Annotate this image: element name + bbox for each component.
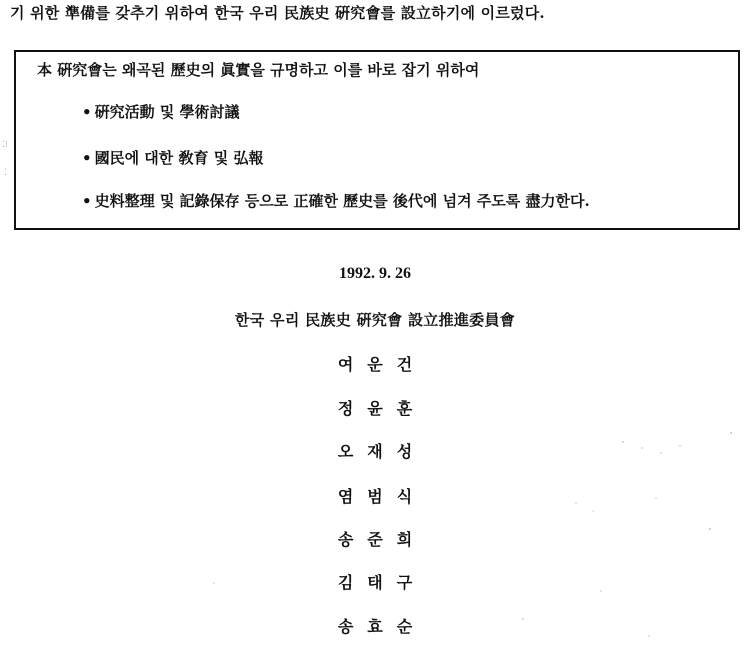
scan-speckle	[600, 590, 602, 592]
bullet-dot-icon: •	[82, 192, 92, 210]
purpose-item-text: 硏究活動 및 學術討議	[94, 103, 240, 121]
scan-artifact: ⁚	[4, 168, 7, 178]
member-name: 송효순	[337, 617, 427, 636]
purpose-item-research	[82, 101, 240, 122]
member-name: 정윤훈	[337, 399, 427, 418]
committee-name: 한국 우리 民族史 硏究會 設立推進委員會	[234, 311, 516, 329]
bullet-dot-icon: •	[82, 149, 92, 167]
member-name: 송준희	[337, 530, 427, 549]
scan-speckle	[709, 528, 711, 530]
scan-speckle	[622, 441, 624, 443]
purpose-item-education	[82, 147, 263, 168]
preceding-text-line: 기 위한 準備를 갖추기 위하여 한국 우리 民族史 硏究會를 設立하기에 이르렀다.	[10, 4, 545, 22]
purpose-intro: 本 硏究會는 왜곡된 歷史의 眞實을 규명하고 이를 바로 잡기 위하여	[37, 61, 480, 79]
purpose-item-text: 國民에 대한 敎育 및 弘報	[94, 149, 264, 167]
scan-speckle	[641, 447, 643, 449]
scan-artifact: ⁚⁝	[2, 140, 8, 150]
scan-speckle	[655, 497, 657, 499]
scan-speckle	[575, 502, 577, 504]
scan-speckle	[522, 618, 524, 620]
scan-speckle	[592, 510, 594, 512]
scan-speckle	[679, 445, 681, 447]
document-date: 1992. 9. 26	[339, 265, 411, 282]
bullet-dot-icon: •	[82, 103, 92, 121]
scan-speckle	[660, 452, 662, 454]
scan-speckle	[730, 432, 732, 434]
member-name: 김태구	[337, 573, 427, 592]
member-name: 여운건	[337, 355, 427, 374]
purpose-item-archiving	[82, 190, 590, 211]
scan-speckle	[213, 582, 215, 584]
purpose-box	[14, 50, 740, 230]
member-name: 오재성	[337, 442, 427, 461]
member-name: 염범식	[337, 487, 427, 506]
scan-speckle	[648, 635, 650, 637]
purpose-item-text: 史料整理 및 記錄保存 등으로 正確한 歷史를 後代에 넘겨 주도록 盡力한다.	[94, 192, 590, 210]
